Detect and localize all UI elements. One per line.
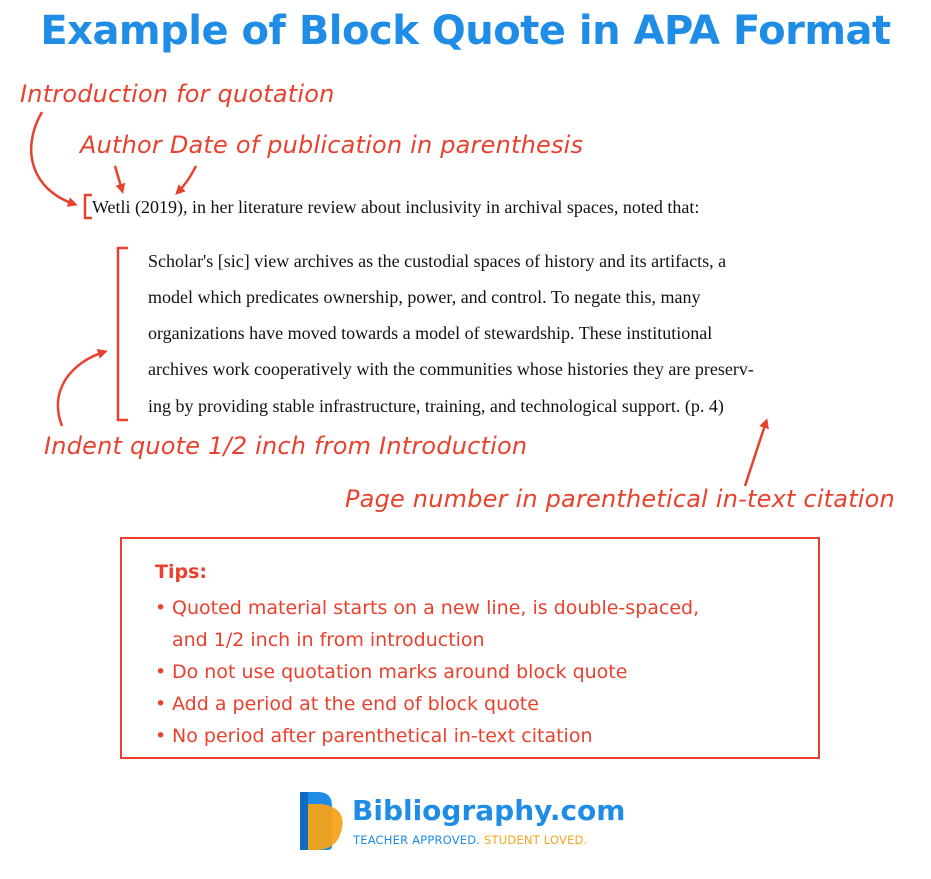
- annotation-indent: Indent quote 1/2 inch from Introduction: [44, 432, 528, 460]
- annotation-author-date: Author Date of publication in parenthesis: [80, 131, 584, 159]
- tips-box: [120, 537, 820, 759]
- bullet-icon: •: [155, 693, 167, 715]
- tip-text: Do not use quotation marks around block quote: [172, 661, 628, 683]
- annotation-introduction: Introduction for quotation: [20, 80, 335, 108]
- block-quote-line: Scholar's [sic] view archives as the custodial spaces of history and its artifacts, a: [148, 251, 727, 271]
- arrow-author: [115, 166, 122, 190]
- block-quote-line: organizations have moved towards a model of stewardship. These institutional: [148, 323, 713, 343]
- block-quote-line: model which predicates ownership, power, and control. To negate this, many: [148, 287, 701, 307]
- arrow-date: [178, 166, 196, 192]
- bullet-icon: •: [155, 597, 167, 619]
- tip-item: [155, 661, 627, 683]
- tip-item: [155, 597, 699, 619]
- block-quote-line: archives work cooperatively with the communities whose histories they are preserv-: [148, 359, 754, 379]
- arrow-page-number: [745, 422, 766, 486]
- arrow-introduction: [31, 112, 74, 204]
- tips-heading: Tips:: [155, 561, 207, 583]
- tip-item: [155, 693, 539, 715]
- page-title: Example of Block Quote in APA Format: [40, 8, 891, 54]
- tip-text: Add a period at the end of block quote: [172, 693, 539, 715]
- block-quote-line: ing by providing stable infrastructure, training, and technological support. (p. 4): [148, 396, 724, 416]
- tip-item: [155, 725, 593, 747]
- tip-text: No period after parenthetical in-text citation: [172, 725, 593, 747]
- tagline-part-2: STUDENT LOVED.: [484, 833, 588, 847]
- introduction-sentence: Wetli (2019), in her literature review about inclusivity in archival spaces, noted that:: [92, 197, 700, 217]
- intro-bracket: [85, 195, 92, 218]
- arrow-indent: [58, 352, 104, 426]
- tagline-part-1: TEACHER APPROVED.: [353, 833, 481, 847]
- bibliography-logo-icon: [300, 792, 343, 850]
- brand-tagline: [353, 833, 587, 847]
- block-quote-bracket: [118, 248, 128, 420]
- tip-item-continuation: and 1/2 inch in from introduction: [172, 629, 485, 651]
- tip-text: Quoted material starts on a new line, is double-spaced,: [172, 597, 700, 619]
- brand-name: Bibliography.com: [352, 794, 626, 827]
- bullet-icon: •: [155, 725, 167, 747]
- bullet-icon: •: [155, 661, 167, 683]
- annotation-page-number: Page number in parenthetical in-text citation: [345, 485, 895, 513]
